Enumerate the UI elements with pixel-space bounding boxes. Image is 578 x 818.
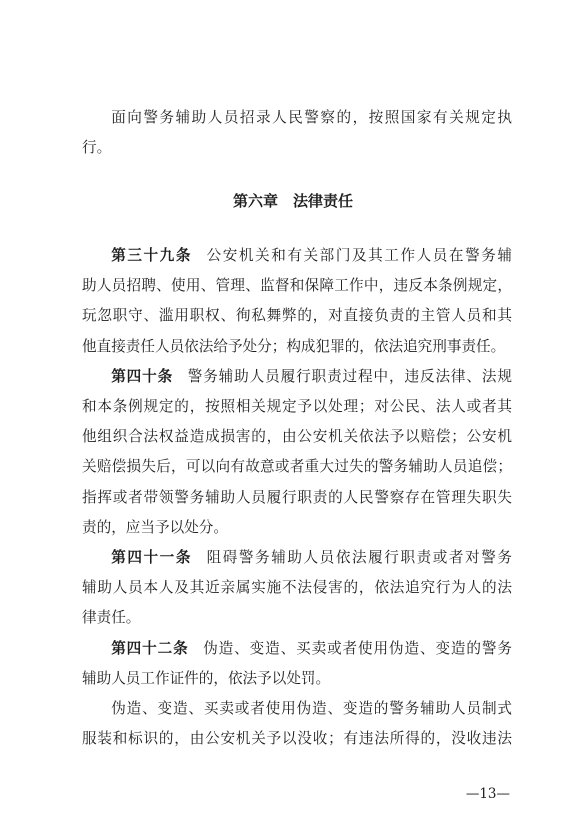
article-text: 伪造、变造、买卖或者使用伪造、变造的警务 xyxy=(203,639,512,657)
article-line: 他直接责任人员依法给予处分；构成犯罪的，依法追究刑事责任。 xyxy=(82,337,506,355)
article-text: 警务辅助人员履行职责过程中，违反法律、法规 xyxy=(187,367,512,385)
article-text: 公安机关和有关部门及其工作人员在警务辅 xyxy=(206,247,512,264)
page-number: —13— xyxy=(465,786,510,802)
articles-section xyxy=(82,241,512,754)
article-line: 律责任。 xyxy=(82,609,141,627)
article-line: 助人员招聘、使用、管理、监督和保障工作中，违反本条例规定， xyxy=(82,277,512,295)
closing-line: 伪造、变造、买卖或者使用伪造、变造的警务辅助人员制式 xyxy=(111,700,512,718)
article-line: 指挥或者带领警务辅助人员履行职责的人民警察存在管理失职失 xyxy=(82,488,512,506)
intro-line: 行。 xyxy=(82,139,112,157)
article-first-line xyxy=(82,543,512,573)
article-39 xyxy=(82,241,512,362)
article-42 xyxy=(82,634,512,694)
article-first-line xyxy=(82,241,512,271)
article-line: 责的，应当予以处分。 xyxy=(82,518,228,536)
intro-line: 面向警务辅助人员招录人民警察的，按照国家有关规定执 xyxy=(111,109,512,126)
article-line: 辅助人员本人及其近亲属实施不法侵害的，依法追究行为人的法 xyxy=(82,579,512,597)
intro-paragraph xyxy=(82,103,512,163)
closing-paragraph xyxy=(82,694,512,754)
article-number: 第四十二条 xyxy=(111,639,189,657)
chapter-title: 第六章 法律责任 xyxy=(232,192,353,210)
article-line: 辅助人员工作证件的，依法予以处罚。 xyxy=(82,669,331,687)
article-line: 他组织合法权益造成损害的，由公安机关依法予以赔偿；公安机 xyxy=(82,428,512,446)
article-line: 玩忽职守、滥用职权、徇私舞弊的，对直接负责的主管人员和其 xyxy=(82,307,512,325)
closing-line: 服装和标识的，由公安机关予以没收；有违法所得的，没收违法 xyxy=(82,730,512,748)
article-41 xyxy=(82,543,512,634)
article-text: 阻碍警务辅助人员依法履行职责或者对警务 xyxy=(206,549,512,567)
article-first-line xyxy=(82,362,512,392)
article-number: 第三十九条 xyxy=(111,247,192,264)
article-first-line xyxy=(82,634,512,664)
article-number: 第四十条 xyxy=(111,367,174,385)
article-line: 关赔偿损失后，可以向有故意或者重大过失的警务辅助人员追偿； xyxy=(82,458,512,476)
article-line: 和本条例规定的，按照相关规定予以处理；对公民、法人或者其 xyxy=(82,398,512,416)
article-40 xyxy=(82,362,512,543)
article-number: 第四十一条 xyxy=(111,549,192,567)
